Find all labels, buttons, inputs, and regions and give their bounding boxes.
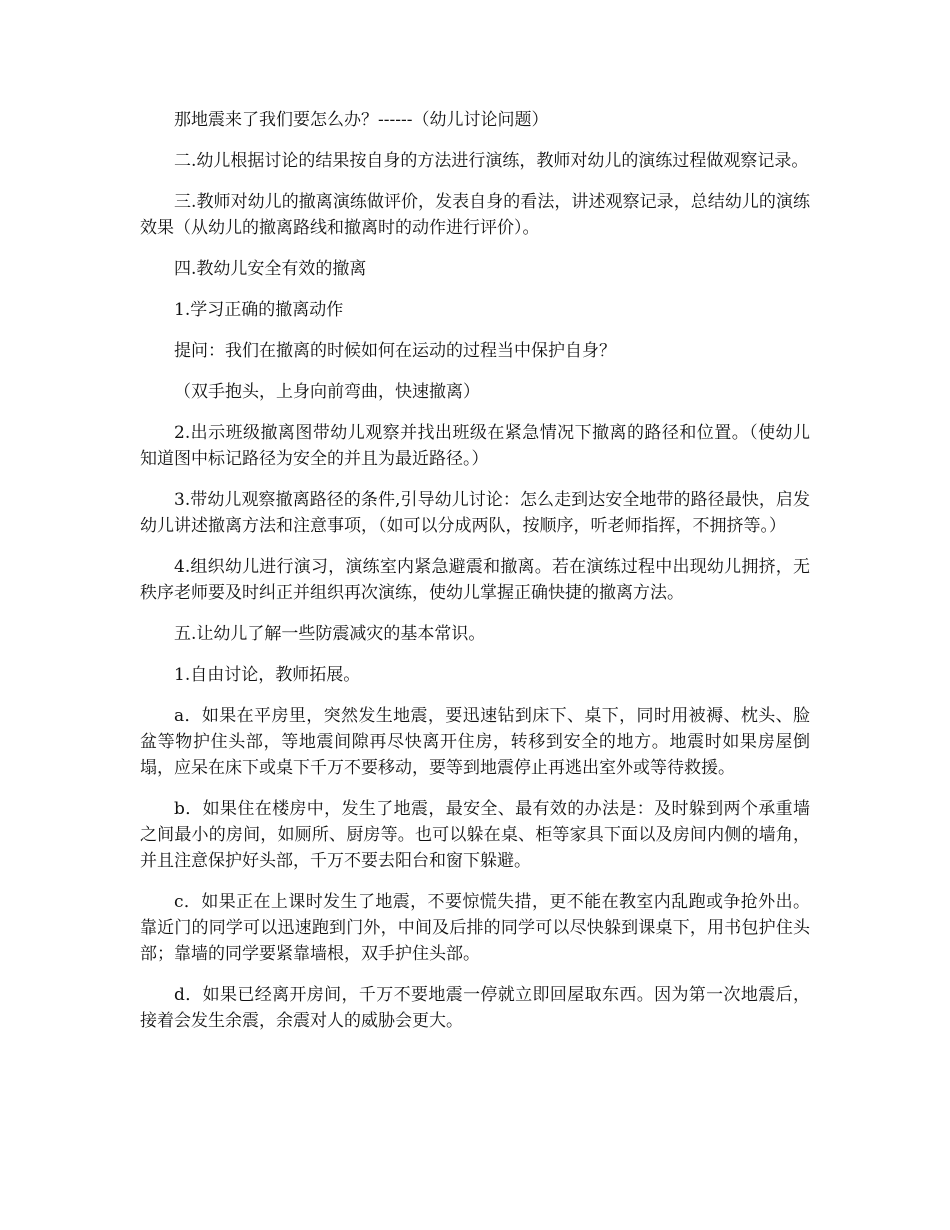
paragraph-item-3: 3.带幼儿观察撤离路径的条件,引导幼儿讨论：怎么走到达安全地带的路径最快，启发幼儿讲述撤离方法和注意事项，（如可以分成两队，按顺序，听老师指挥，不拥挤等。） bbox=[140, 490, 810, 536]
paragraph-item-2: 2.出示班级撤离图带幼儿观察并找出班级在紧急情况下撤离的路径和位置。（使幼儿知道图中标记路径为安全的并且为最近路径。） bbox=[140, 423, 810, 469]
paragraph-discussion-question: 那地震来了我们要怎么办？------（幼儿讨论问题） bbox=[174, 110, 549, 130]
paragraph-tip-c: c．如果正在上课时发生了地震，不要惊慌失措，更不能在教室内乱跑或争抢外出。靠近门的同学可以迅速跑到门外，中间及后排的同学可以尽快躲到课桌下，用书包护住头部；靠墙的同学要紧靠墙根，双手护住头部。 bbox=[140, 892, 810, 964]
paragraph-tip-b: b．如果住在楼房中，发生了地震，最安全、最有效的办法是：及时躲到两个承重墙之间最小的房间，如厕所、厨房等。也可以躲在桌、柜等家具下面以及房间内侧的墙角，并且注意保护好头部，千万不要去阳台和窗下躲避。 bbox=[140, 799, 810, 871]
paragraph-item-4: 4.组织幼儿进行演习，演练室内紧急避震和撤离。若在演练过程中出现幼儿拥挤，无秩序老师要及时纠正并组织再次演练，使幼儿掌握正确快捷的撤离方法。 bbox=[140, 557, 810, 603]
paragraph-step-five-heading: 五.让幼儿了解一些防震减灾的基本常识。 bbox=[174, 624, 486, 644]
document-body bbox=[140, 107, 810, 1049]
paragraph-item-1: 1.学习正确的撤离动作 bbox=[174, 300, 344, 320]
paragraph-answer: （双手抱头，上身向前弯曲，快速撤离） bbox=[174, 382, 480, 402]
paragraph-step-two: 二.幼儿根据讨论的结果按自身的方法进行演练，教师对幼儿的演练过程做观察记录。 bbox=[174, 151, 809, 171]
paragraph-question: 提问：我们在撤离的时候如何在运动的过程当中保护自身？ bbox=[174, 341, 616, 361]
paragraph-step-three: 三.教师对幼儿的撤离演练做评价，发表自身的看法，讲述观察记录，总结幼儿的演练效果（从幼儿的撤离路线和撤离时的动作进行评价）。 bbox=[140, 192, 810, 238]
paragraph-step-four-heading: 四.教幼儿安全有效的撤离 bbox=[174, 259, 367, 279]
paragraph-tip-a: a．如果在平房里，突然发生地震，要迅速钻到床下、桌下，同时用被褥、枕头、脸盆等物护住头部，等地震间隙再尽快离开住房，转移到安全的地方。地震时如果房屋倒塌，应呆在床下或桌下千万不要移动，要等到地震停止再逃出室外或等待救援。 bbox=[140, 706, 810, 778]
paragraph-free-discussion: 1.自由讨论，教师拓展。 bbox=[174, 665, 361, 685]
paragraph-tip-d: d．如果已经离开房间，千万不要地震一停就立即回屋取东西。因为第一次地震后，接着会发生余震，余震对人的威胁会更大。 bbox=[140, 985, 810, 1031]
